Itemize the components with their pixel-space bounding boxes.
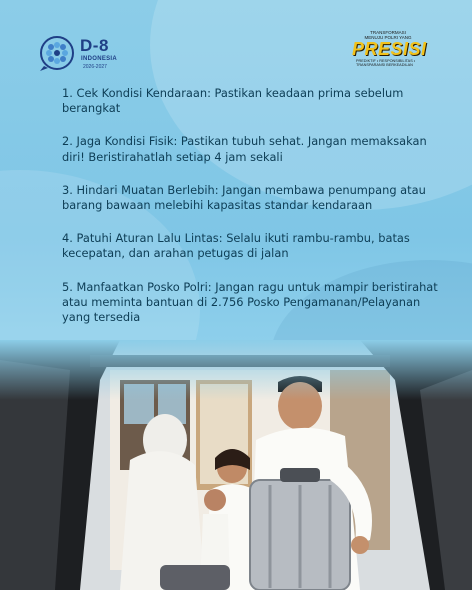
tip-item: 3. Hindari Muatan Berlebih: Jangan membawa penumpang atau barang bawaan melebihi kapasitas standar kendaraan [62,182,426,213]
presisi-wordmark: PRESISI [352,39,427,59]
d8-logo [38,34,138,74]
d8-emblem-icon [38,34,76,72]
presisi-logo [348,30,440,70]
tip-item: 4. Patuhi Aturan Lalu Lintas: Selalu ikuti rambu-rambu, batas kecepatan, dan arahan petugas di jalan [62,231,410,261]
tip-item: 2. Jaga Kondisi Fisik: Pastikan tubuh sehat. Jangan memaksakan diri! Beristirahatlah setiap 4 jam sekali [62,134,427,164]
d8-country: INDONESIA [81,56,118,62]
tip-item: 5. Manfaatkan Posko Polri: Jangan ragu untuk mampir beristirahat atau meminta bantuan di 2.756 Posko Pengamanan/Pelayanan yang tersedia [62,279,438,325]
d8-years: 2026-2027 [83,64,107,70]
photo-fade [0,340,472,400]
family-loading-car-photo [0,340,472,590]
tip-item: 1. Cek Kondisi Kendaraan: Pastikan keadaan prima sebelum berangkat [62,86,404,116]
d8-title: D-8 [80,36,109,55]
presisi-subtitle: PREDIKTIF • RESPONSIBILITAS • TRANSPARANSI BERKEADILAN [356,59,416,67]
presisi-tagline: TRANSFORMASI MENUJU POLRI YANG [364,30,412,40]
